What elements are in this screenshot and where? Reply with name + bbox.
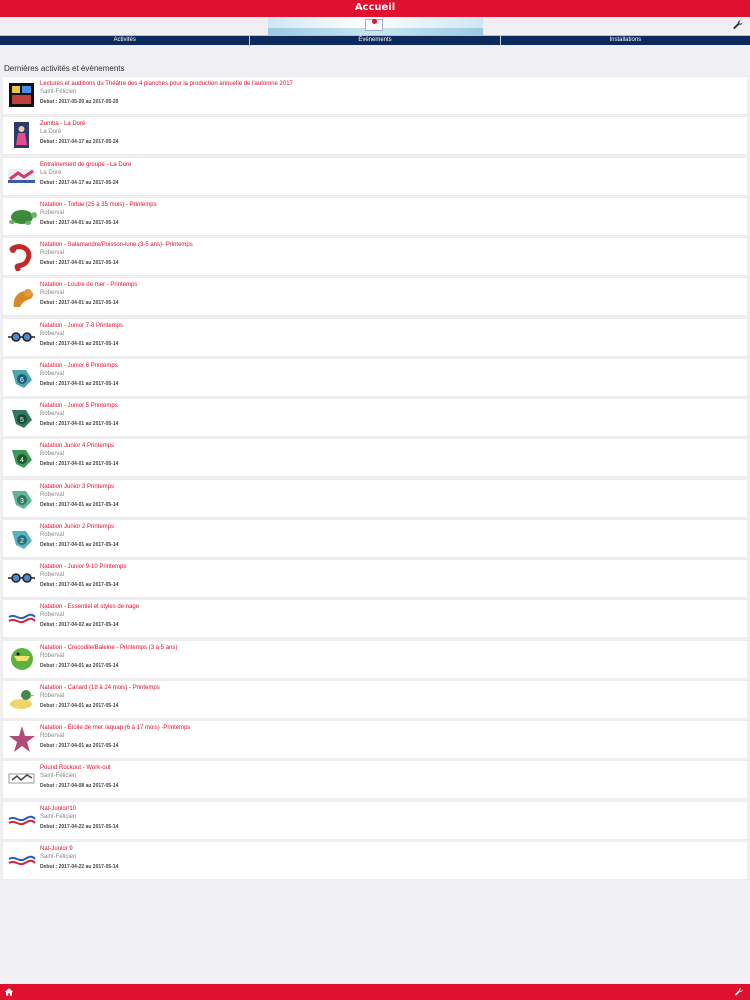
list-item[interactable] <box>3 681 747 718</box>
item-location: Roberval <box>40 652 65 659</box>
list-item[interactable] <box>3 641 747 678</box>
list-item[interactable] <box>3 77 747 114</box>
item-title[interactable]: Natation - Junior 6 Printemps <box>40 362 118 369</box>
item-thumbnail <box>6 483 37 513</box>
list-item[interactable] <box>3 278 747 315</box>
item-dates: Debut : 2017-04-02 au 2017-05-14 <box>40 622 119 629</box>
item-title[interactable]: Natation - Canard (18 à 24 mois) - Printemps <box>40 684 160 691</box>
item-location: Roberval <box>40 411 65 417</box>
item-dates: Debut : 2017-04-01 au 2017-05-14 <box>40 702 119 709</box>
item-title[interactable]: Natation - Essentiel et styles de nage <box>40 604 140 611</box>
svg-text:6: 6 <box>20 376 24 384</box>
activity-list <box>3 77 747 882</box>
list-item[interactable] <box>3 560 747 597</box>
item-thumbnail <box>6 80 37 110</box>
item-thumbnail <box>6 523 37 553</box>
item-location: Saint-Félicien <box>40 813 77 820</box>
item-thumbnail <box>6 322 37 352</box>
item-location: Saint-Félicien <box>40 773 77 780</box>
list-item[interactable] <box>3 399 747 436</box>
item-location: Roberval <box>40 330 65 337</box>
item-title[interactable]: Natation - Loutre de mer - Printemps <box>40 282 138 289</box>
page-title: Accueil <box>354 2 396 13</box>
item-title[interactable]: Natation Junior 3 Printemps <box>40 483 115 490</box>
wrench-icon[interactable] <box>734 987 744 997</box>
item-thumbnail <box>6 362 37 392</box>
item-location: Roberval <box>40 531 65 538</box>
item-title[interactable]: Natation Junior 4 Printemps <box>40 443 115 450</box>
item-dates: Debut : 2017-04-01 au 2017-05-14 <box>40 219 119 226</box>
item-location: Roberval <box>40 290 65 297</box>
item-title[interactable]: Natation - Junior 9-10 Printemps <box>40 564 127 570</box>
list-item[interactable] <box>3 721 747 758</box>
item-dates: Debut : 2017-04-01 au 2017-05-14 <box>40 380 119 387</box>
item-location: Saint-Félicien <box>40 853 77 860</box>
item-dates: Debut : 2017-04-01 au 2017-05-14 <box>40 461 119 468</box>
home-icon[interactable] <box>4 987 14 997</box>
list-item[interactable] <box>3 520 747 557</box>
item-title[interactable]: Lectures et auditions du Théâtre des 4 planches pour la production annuelle de l'automne 2017 <box>40 81 293 87</box>
banner-logo <box>268 17 483 35</box>
item-title[interactable]: Entraînement de groupe - La Doré <box>40 161 132 168</box>
item-thumbnail <box>6 724 37 754</box>
item-location: Roberval <box>40 612 65 619</box>
item-dates: Debut : 2017-04-01 au 2017-05-14 <box>40 743 119 749</box>
item-dates: Debut : 2017-04-01 au 2017-05-14 <box>40 541 119 548</box>
item-location: Roberval <box>40 733 65 739</box>
item-location: Roberval <box>40 491 65 498</box>
item-dates: Debut : 2017-04-01 au 2017-05-14 <box>40 662 119 669</box>
item-title[interactable]: Nat-Junior 9 <box>40 845 73 852</box>
list-item[interactable] <box>3 842 747 879</box>
item-thumbnail <box>6 201 37 231</box>
item-thumbnail <box>6 644 37 674</box>
list-item[interactable] <box>3 802 747 839</box>
wrench-icon[interactable] <box>732 19 744 31</box>
item-dates: Debut : 2017-05-20 au 2017-05-20 <box>40 99 119 105</box>
item-thumbnail <box>6 805 37 835</box>
top-bar <box>0 0 750 17</box>
list-item[interactable] <box>3 761 747 798</box>
item-title[interactable]: Natation - Étoile de mer /aquap (6 à 17 mois) -Printemps <box>40 725 191 731</box>
svg-text:2: 2 <box>20 537 24 545</box>
item-thumbnail <box>6 120 37 150</box>
item-location: La Doré <box>40 169 62 176</box>
item-dates: Debut : 2017-04-01 au 2017-05-14 <box>40 260 119 266</box>
svg-text:4: 4 <box>20 457 24 465</box>
item-dates: Debut : 2017-04-22 au 2017-05-14 <box>40 823 119 830</box>
item-dates: Debut : 2017-04-17 au 2017-05-24 <box>40 139 119 146</box>
item-location: Roberval <box>40 250 65 256</box>
svg-text:5: 5 <box>20 417 24 424</box>
list-item[interactable] <box>3 158 747 195</box>
item-location: Roberval <box>40 692 65 699</box>
item-title[interactable]: Pound Rockout - Work-out <box>40 765 111 772</box>
list-item[interactable] <box>3 117 747 154</box>
item-dates: Debut : 2017-04-01 au 2017-05-14 <box>40 340 119 347</box>
item-dates: Debut : 2017-04-01 au 2017-05-14 <box>40 421 119 427</box>
list-item[interactable] <box>3 480 747 517</box>
item-dates: Debut : 2017-04-01 au 2017-05-14 <box>40 300 119 307</box>
tab-activites[interactable]: Activités <box>113 37 136 43</box>
item-thumbnail <box>6 845 37 875</box>
item-location: Roberval <box>40 572 65 578</box>
item-thumbnail <box>6 442 37 472</box>
item-dates: Debut : 2017-04-01 au 2017-05-14 <box>40 582 119 588</box>
list-item[interactable] <box>3 238 747 275</box>
item-thumbnail <box>6 161 37 191</box>
item-title[interactable]: Zumba - La Doré <box>40 121 86 128</box>
tab-bar <box>0 35 750 45</box>
list-item[interactable] <box>3 198 747 235</box>
item-location: Roberval <box>40 209 65 216</box>
item-thumbnail <box>6 281 37 311</box>
item-title[interactable]: Natation - Tortue (25 à 35 mois) - Printemps <box>40 201 157 208</box>
item-title[interactable]: Nat-Junior/10 <box>40 805 77 812</box>
tab-installations[interactable]: Installations <box>500 36 750 45</box>
item-thumbnail <box>6 563 37 593</box>
item-location: Roberval <box>40 451 65 458</box>
item-thumbnail <box>6 603 37 633</box>
bottom-bar <box>0 984 750 1000</box>
item-title[interactable]: Natation - Junior 5 Printemps <box>40 403 118 409</box>
item-thumbnail <box>6 241 37 271</box>
item-title[interactable]: Natation - Salamandre/Poisson-lune (3-5 ans)- Printemps <box>40 242 193 248</box>
item-dates: Debut : 2017-04-01 au 2017-05-14 <box>40 501 119 508</box>
item-location: Saint-Félicien <box>40 89 77 95</box>
section-title: Dernières activités et évènements <box>4 64 125 73</box>
item-dates: Debut : 2017-04-22 au 2017-05-14 <box>40 863 119 870</box>
list-item[interactable] <box>3 600 747 637</box>
item-dates: Debut : 2017-04-08 au 2017-05-14 <box>40 783 119 790</box>
item-thumbnail <box>6 684 37 714</box>
tab-evenements[interactable]: Événements <box>249 36 499 45</box>
svg-text:3: 3 <box>20 497 24 505</box>
item-thumbnail <box>6 764 37 794</box>
item-location: Roberval <box>40 370 65 377</box>
banner <box>0 17 750 35</box>
list-item[interactable] <box>3 359 747 396</box>
item-dates: Debut : 2017-04-17 au 2017-05-24 <box>40 179 119 186</box>
item-title[interactable]: Natation - Junior 7-8 Printemps <box>40 322 124 329</box>
item-title[interactable]: Natation Junior 2 Printemps <box>40 523 115 530</box>
list-item[interactable] <box>3 319 747 356</box>
item-thumbnail <box>6 402 37 432</box>
item-title[interactable]: Natation - Crocodile/Baleine - Printemps (3 à 5 ans) <box>40 644 178 651</box>
list-item[interactable] <box>3 439 747 476</box>
item-location: La Doré <box>40 129 62 136</box>
